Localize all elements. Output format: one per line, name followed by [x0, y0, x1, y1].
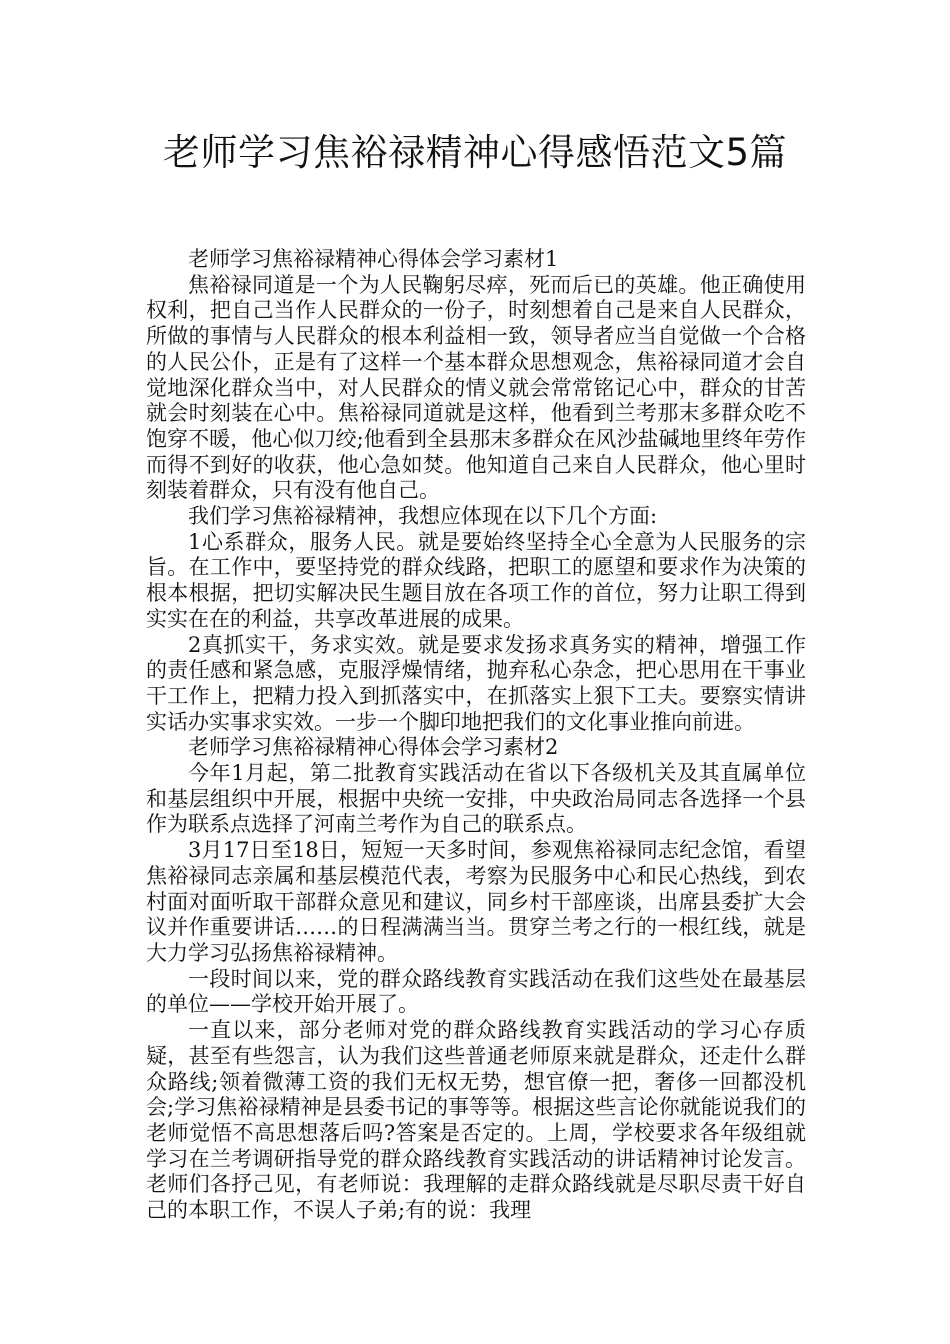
document-body: [146, 247, 806, 1224]
section-heading: 老师学习焦裕禄精神心得体会学习素材1: [188, 247, 559, 271]
paragraph: 我们学习焦裕禄精神，我想应体现在以下几个方面:: [188, 504, 658, 529]
paragraph: 3月17日至18日，短短一天多时间，参观焦裕禄同志纪念馆，看望焦裕禄同志亲属和基层模范代表，考察为民服务中心和民心热线，到农村面对面听取干部群众意见和建议，同乡村干部座谈，出席县委扩大会议并作重要讲话……的日程满满当当。贯穿兰考之行的一根红线，就是大力学习弘扬焦裕禄精神。: [146, 838, 806, 965]
section-heading: 老师学习焦裕禄精神心得体会学习素材2: [188, 735, 559, 760]
paragraph: 2真抓实干，务求实效。就是要求发扬求真务实的精神，增强工作的责任感和紧急感，克服浮燥情绪，抛弃私心杂念，把心思用在干事业干工作上，把精力投入到抓落实中，在抓落实上狠下工夫。要察实情讲实话办实事求实效。一步一个脚印地把我们的文化事业推向前进。: [146, 632, 806, 734]
paragraph: 一直以来，部分老师对党的群众路线教育实践活动的学习心存质疑，甚至有些怨言，认为我们这些普通老师原来就是群众，还走什么群众路线;领着微薄工资的我们无权无势，想官僚一把，奢侈一回都没机会;学习焦裕禄精神是县委书记的事等等。根据这些言论你就能说我们的老师觉悟不高思想落后吗?答案是否定的。上周，学校要求各年级组就学习在兰考调研指导党的群众路线教育实践活动的讲话精神讨论发言。老师们各抒己见，有老师说：我理解的走群众路线就是尽职尽责干好自己的本职工作，不误人子弟;有的说：我理: [146, 1018, 806, 1223]
paragraph: 焦裕禄同道是一个为人民鞠躬尽瘁，死而后已的英雄。他正确使用权利，把自己当作人民群众的一份子，时刻想着自己是来自人民群众，所做的事情与人民群众的根本利益相一致，领导者应当自觉做一个合格的人民公仆，正是有了这样一个基本群众思想观念，焦裕禄同道才会自觉地深化群众当中，对人民群众的情义就会常常铭记心中，群众的甘苦就会时刻装在心中。焦裕禄同道就是这样，他看到兰考那末多群众吃不饱穿不暖，他心似刀绞;他看到全县那末多群众在风沙盐碱地里终年劳作而得不到好的收获，他心急如焚。他知道自己来自人民群众，他心里时刻装着群众，只有没有他自己。: [146, 272, 806, 503]
paragraph: 一段时间以来，党的群众路线教育实践活动在我们这些处在最基层的单位——学校开始开展了。: [146, 966, 806, 1017]
paragraph: 1心系群众，服务人民。就是要始终坚持全心全意为人民服务的宗旨。在工作中，要坚持党的群众线路，把职工的愿望和要求作为决策的根本根据，把切实解决民生题目放在各项工作的首位，努力让职工得到实实在在的利益，共享改革进展的成果。: [146, 529, 806, 631]
document-title: 老师学习焦裕禄精神心得感悟范文5篇: [162, 131, 788, 174]
paragraph: 今年1月起，第二批教育实践活动在省以下各级机关及其直属单位和基层组织中开展，根据中央统一安排，中央政治局同志各选择一个县作为联系点选择了河南兰考作为自己的联系点。: [146, 761, 806, 837]
